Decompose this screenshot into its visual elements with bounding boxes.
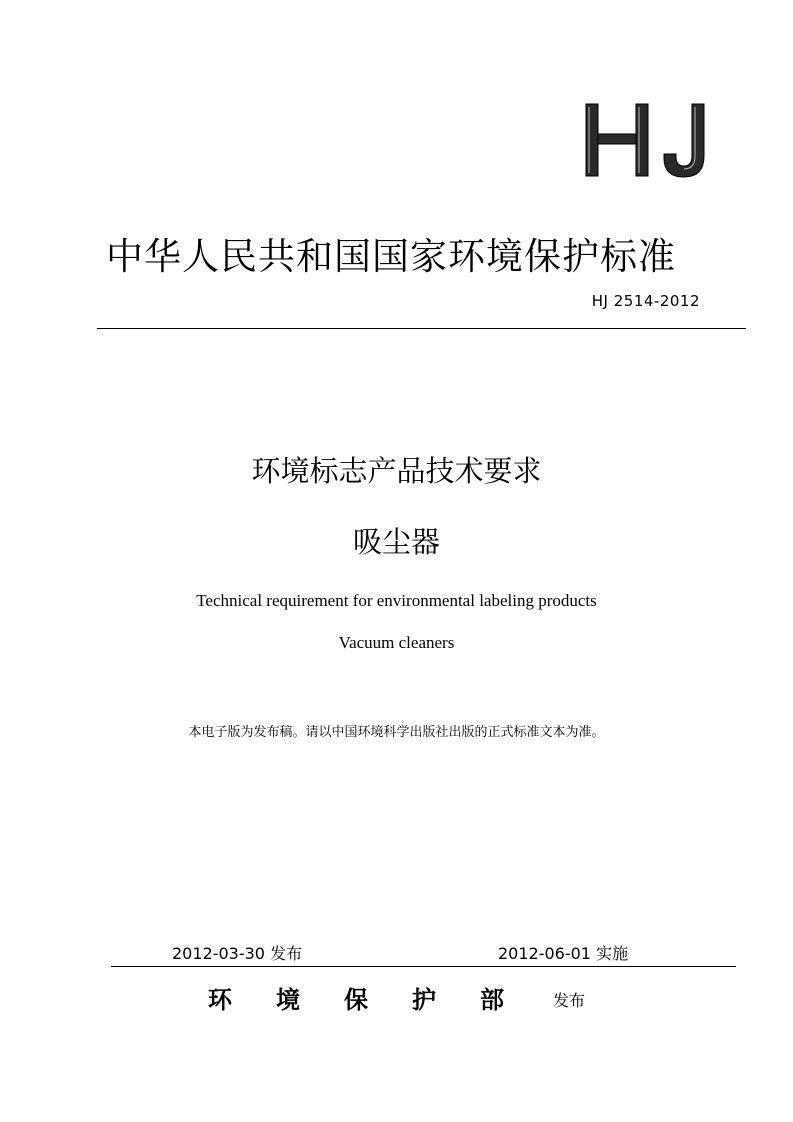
title-chinese: 环境标志产品技术要求	[251, 454, 542, 488]
implementation-date: 2012-06-01 实施	[498, 944, 629, 963]
issuing-authority: 环境保护部	[208, 986, 548, 1014]
header-divider	[97, 328, 746, 329]
title-english: Technical requirement for environmental labeling products	[196, 591, 597, 610]
standard-number: HJ 2514-2012	[591, 292, 700, 310]
issue-date: 2012-03-30 发布	[172, 944, 303, 963]
organization-title: 中华人民共和国国家环境保护标准	[106, 235, 676, 278]
electronic-version-notice: 本电子版为发布稿。请以中国环境科学出版社出版的正式标准文本为准。	[188, 725, 605, 740]
subtitle-chinese: 吸尘器	[352, 525, 440, 559]
subtitle-english: Vacuum cleaners	[338, 633, 455, 652]
footer-divider	[111, 966, 736, 967]
hj-logo	[584, 100, 714, 180]
issuing-label: 发布	[553, 991, 586, 1010]
